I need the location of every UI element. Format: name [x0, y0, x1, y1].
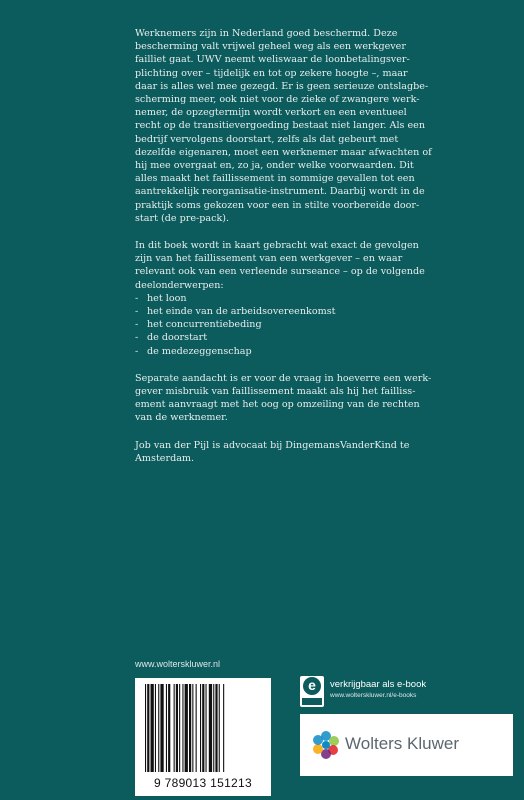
text-line: start (de pre-pack). — [135, 212, 230, 224]
text-line: relevant ook van een verleende surseance – op de volgende — [135, 266, 425, 278]
brand-name: Wolters Kluwer — [345, 734, 459, 753]
ebook-icon: e — [300, 676, 324, 707]
text-line: scherming meer, ook niet voor de zieke of zwangere werk- — [135, 94, 420, 106]
text-line: plichting over – tijdelijk en tot op zekere hoogte –, maar — [135, 67, 408, 79]
text-line: gever misbruik van faillissement maakt als hij het failliss- — [135, 386, 416, 398]
topic-list — [135, 292, 435, 358]
list-item: - het einde van de arbeidsovereenkomst — [135, 306, 336, 318]
list-item: - de doorstart — [135, 332, 208, 344]
ebook-notice[interactable] — [300, 676, 490, 708]
blurb — [135, 27, 435, 479]
text-line: dezelfde eigenaren, moet een werknemer maar afwachten of — [135, 146, 432, 158]
list-item: - het concurrentiebeding — [135, 319, 262, 331]
isbn-barcode — [135, 678, 271, 796]
text-line: Amsterdam. — [135, 452, 195, 464]
list-item: - het loon — [135, 292, 187, 304]
barcode-digits: 9 789013 151213 — [154, 776, 252, 790]
ebook-url[interactable]: www.wolterskluwer.nl/e-books — [330, 692, 417, 699]
text-line: bescherming valt vrijwel geheel weg als een werkgever — [135, 41, 406, 53]
text-line: In dit boek wordt in kaart gebracht wat exact de gevolgen — [135, 240, 419, 252]
publisher-logo — [300, 714, 513, 776]
text-line: Werknemers zijn in Nederland goed beschermd. Deze — [135, 28, 398, 39]
text-line: praktijk soms gekozen voor een in stilte voorbereide door- — [135, 199, 420, 211]
publisher-website[interactable]: www.wolterskluwer.nl — [135, 659, 221, 669]
text-line: van de werknemer. — [135, 412, 228, 424]
text-line: aantrekkelijk reorganisatie-instrument. Daarbij wordt in de — [135, 186, 425, 198]
wolters-kluwer-logo-icon — [312, 731, 340, 759]
text-line: deelonderwerpen: — [135, 279, 224, 291]
text-line: zijn van het faillissement van een werkgever – en waar — [135, 253, 403, 265]
text-line: nemer, de opzegtermijn wordt verkort en een eventueel — [135, 107, 407, 119]
barcode-bars — [145, 684, 261, 772]
list-item: - de medezeggenschap — [135, 345, 252, 357]
ebook-title: verkrijgbaar als e-book — [330, 679, 427, 690]
paragraph-author — [135, 439, 435, 465]
text-line: alles maakt het faillissement in sommige gevallen tot een — [135, 173, 415, 185]
paragraph-misuse — [135, 372, 435, 425]
text-line: ement aanvraagt met het oog op omzeiling van de rechten — [135, 399, 420, 411]
paragraph-intro — [135, 27, 435, 225]
text-line: failliet gaat. UWV neemt weliswaar de loonbetalingsver- — [135, 54, 410, 66]
text-line: bedrijf vervolgens doorstart, zelfs als dat gebeurt met — [135, 133, 399, 145]
text-line: recht op de transitievergoeding bestaat niet langer. Als een — [135, 120, 426, 132]
text-line: daar is alles wel mee gezegd. Er is geen serieuze ontslagbe- — [135, 80, 429, 92]
text-line: hij mee overgaat en, zo ja, onder welke voorwaarden. Dit — [135, 160, 414, 172]
text-line: Job van der Pijl is advocaat bij DingemansVanderKind te — [135, 439, 410, 451]
paragraph-scope — [135, 239, 435, 292]
text-line: Separate aandacht is er voor de vraag in hoeverre een werk- — [135, 372, 432, 384]
